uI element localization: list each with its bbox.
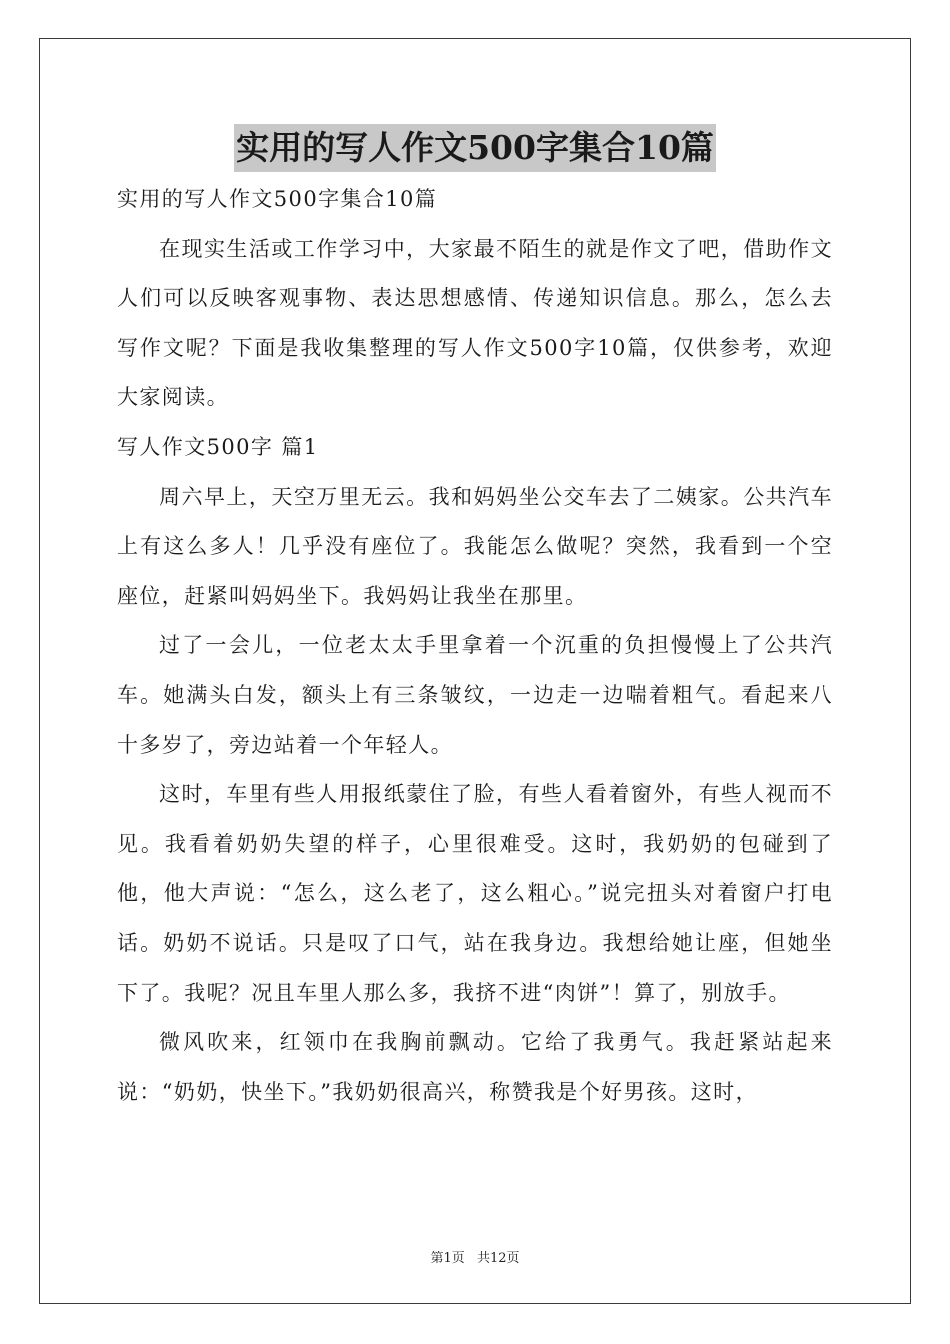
- document-title-wrapper: [0, 124, 950, 172]
- page-footer: [0, 1247, 950, 1266]
- page-number: 第1页: [430, 1251, 465, 1266]
- intro-paragraph: 在现实生活或工作学习中，大家最不陌生的就是作文了吧，借助作文人们可以反映客观事物、表达思想感情、传递知识信息。那么，怎么去写作文呢？下面是我收集整理的写人作文500字10篇，仅供参考，欢迎大家阅读。: [117, 236, 833, 410]
- page-total: 共12页: [476, 1251, 520, 1266]
- document-body: [117, 175, 833, 1117]
- body-paragraph-4: 微风吹来，红领巾在我胸前飘动。它给了我勇气。我赶紧站起来说：“奶奶，快坐下。”我奶奶很高兴，称赞我是个好男孩。这时，: [117, 1030, 833, 1104]
- section-heading: 写人作文500字 篇1: [117, 434, 319, 459]
- document-subtitle: 实用的写人作文500字集合10篇: [117, 187, 438, 211]
- document-title: 实用的写人作文500字集合10篇: [234, 124, 716, 172]
- body-paragraph-2: 过了一会儿，一位老太太手里拿着一个沉重的负担慢慢上了公共汽车。她满头白发，额头上有三条皱纹，一边走一边喘着粗气。看起来八十多岁了，旁边站着一个年轻人。: [117, 633, 833, 757]
- body-paragraph-3: 这时，车里有些人用报纸蒙住了脸，有些人看着窗外，有些人视而不见。我看着奶奶失望的样子，心里很难受。这时，我奶奶的包碰到了他，他大声说：“怎么，这么老了，这么粗心。”说完扭头对着窗户打电话。奶奶不说话。只是叹了口气，站在我身边。我想给她让座，但她坐下了。我呢？况且车里人那么多，我挤不进“肉饼”！算了，别放手。: [117, 782, 833, 1005]
- body-paragraph-1: 周六早上，天空万里无云。我和妈妈坐公交车去了二姨家。公共汽车上有这么多人！几乎没有座位了。我能怎么做呢？突然，我看到一个空座位，赶紧叫妈妈坐下。我妈妈让我坐在那里。: [117, 484, 833, 608]
